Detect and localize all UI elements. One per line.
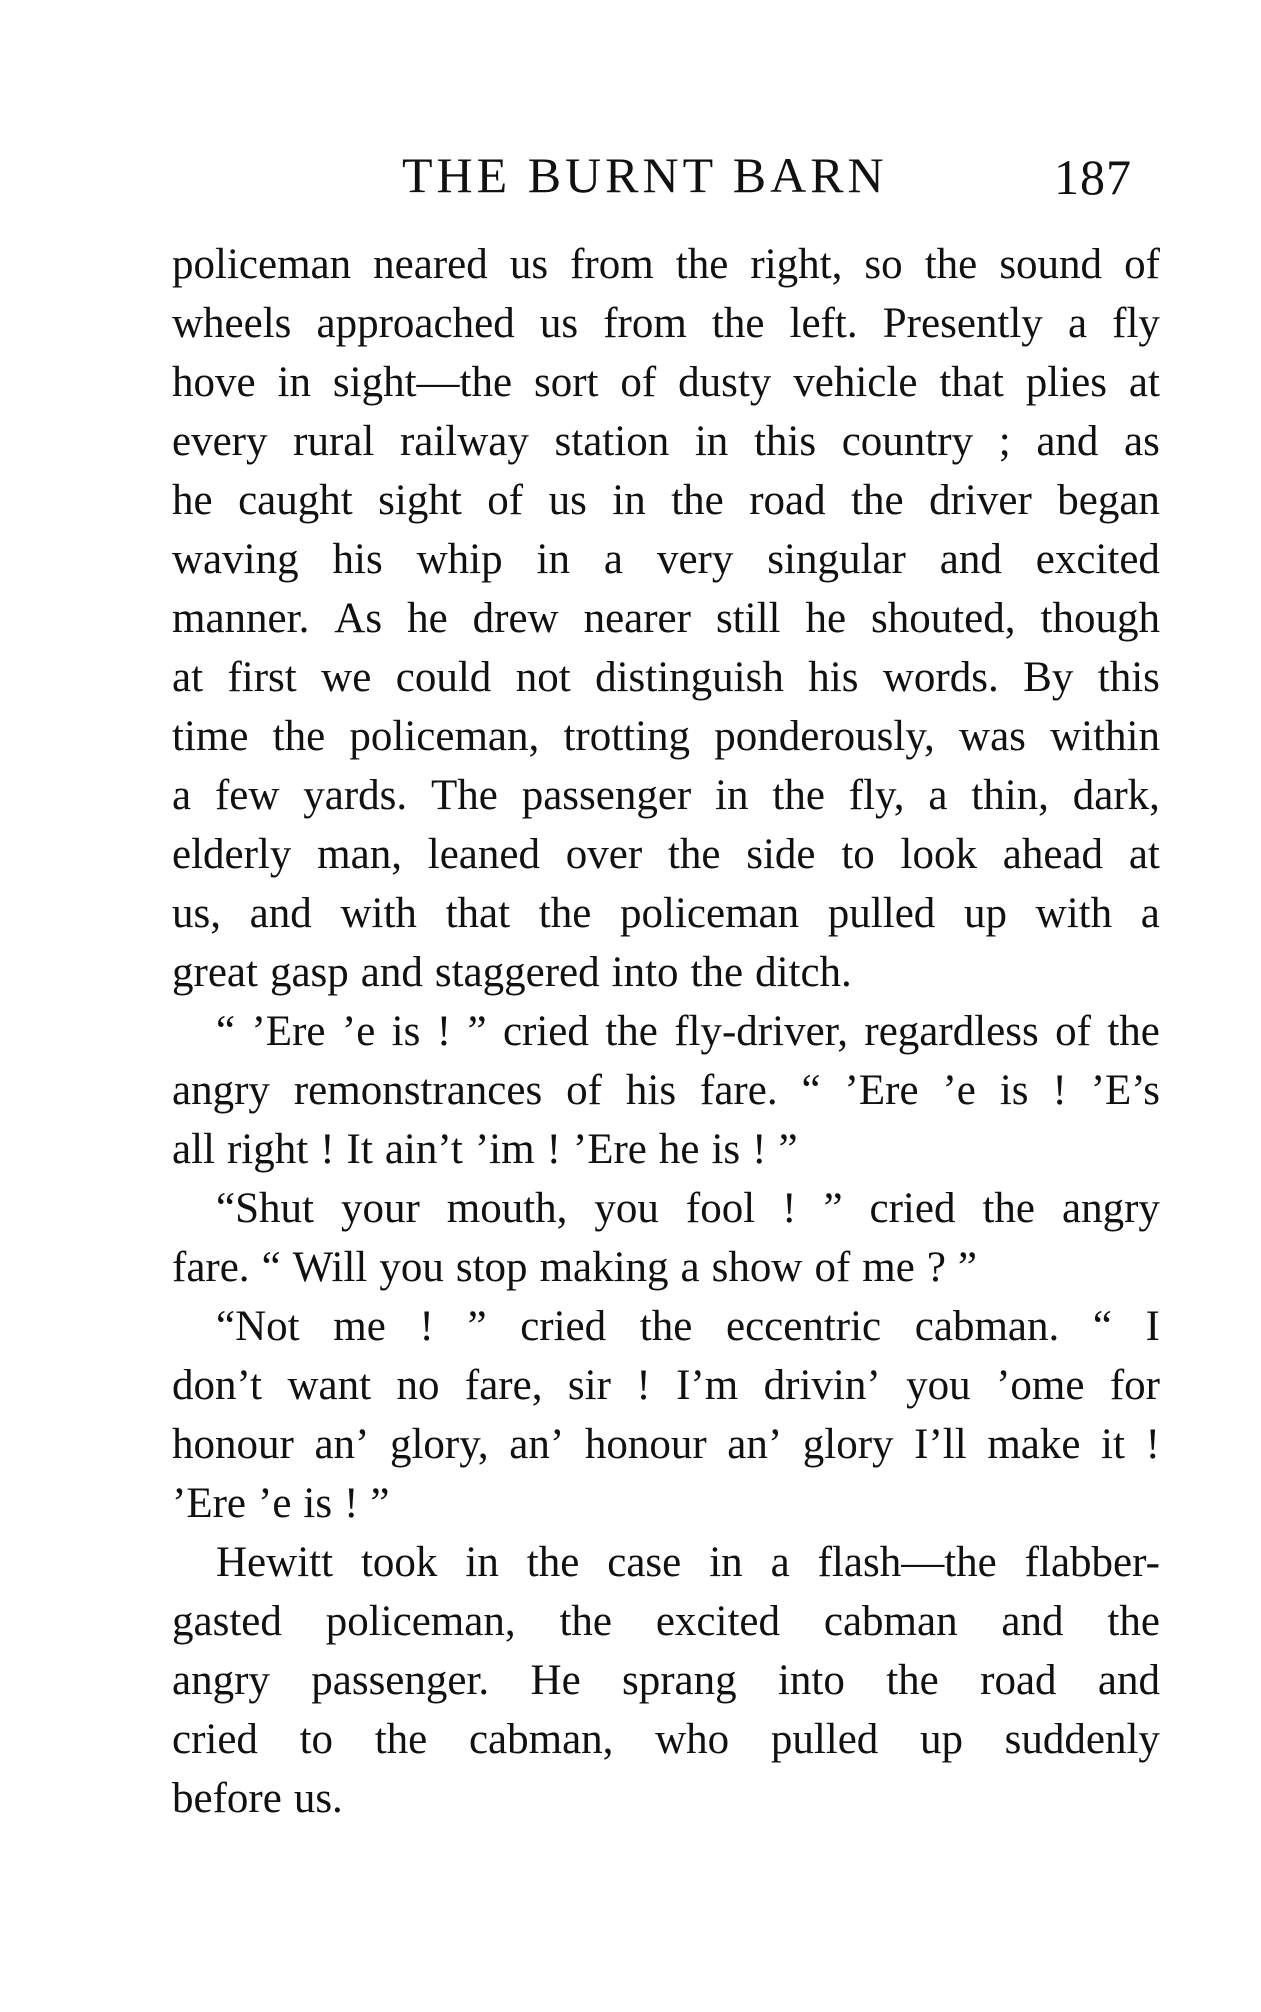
word: is [303, 1480, 333, 1527]
word: Presently [882, 300, 1043, 347]
word: into [611, 949, 679, 996]
text-line [172, 471, 1160, 530]
word: an’ [509, 1421, 565, 1468]
word: time [172, 713, 249, 760]
word: policeman, [325, 1598, 516, 1645]
word: shouted, [871, 595, 1016, 642]
word: fly, [848, 772, 905, 819]
word: over [565, 831, 643, 878]
text-line [172, 884, 1160, 943]
word: cabman. [914, 1303, 1060, 1350]
word: “Shut [216, 1185, 314, 1232]
word: Hewitt [216, 1539, 334, 1586]
word: wheels [172, 300, 292, 347]
text-line [172, 412, 1160, 471]
word: I’m [676, 1362, 739, 1409]
word: gasted [172, 1598, 282, 1645]
text-line [172, 294, 1160, 353]
word: the [538, 890, 592, 937]
word: cried [869, 1185, 956, 1232]
word: ’e [942, 1067, 976, 1114]
word: sound [999, 241, 1103, 288]
word: honour [172, 1421, 294, 1468]
word: still [715, 595, 781, 642]
word: man, [317, 831, 402, 878]
word: case [607, 1539, 682, 1586]
word: ! [436, 1008, 452, 1055]
word: glory [802, 1421, 894, 1468]
word: within [1050, 713, 1160, 760]
word: ’Ere [172, 1480, 246, 1527]
word: It [346, 1126, 373, 1173]
word: railway [399, 418, 529, 465]
word: the [1107, 1008, 1160, 1055]
word: station [554, 418, 670, 465]
word: elderly [172, 831, 292, 878]
word: at [172, 654, 204, 701]
word: ” [467, 1303, 487, 1350]
word: road [749, 477, 826, 524]
word: Will [292, 1244, 368, 1291]
word: the [711, 300, 765, 347]
text-line [172, 1592, 1160, 1651]
text-line [172, 1061, 1160, 1120]
word: though [1040, 595, 1160, 642]
word: trotting [563, 713, 691, 760]
word: from [603, 300, 687, 347]
word: left. [789, 300, 858, 347]
word: pulled [827, 890, 936, 937]
word: ? [926, 1244, 946, 1291]
word: sprang [622, 1657, 737, 1704]
word: the [667, 831, 721, 878]
word: plies [1025, 359, 1107, 406]
text-line [172, 1002, 1160, 1061]
word: a [928, 772, 948, 819]
word: as [1124, 418, 1160, 465]
text-line [172, 1415, 1160, 1474]
word: and [360, 949, 423, 996]
word: ! [419, 1303, 434, 1350]
word: drew [472, 595, 559, 642]
word: ponderously, [714, 713, 935, 760]
word: show [711, 1244, 803, 1291]
word: your [340, 1185, 420, 1232]
text-line [172, 648, 1160, 707]
word: hove [172, 359, 256, 406]
word: the [982, 1185, 1035, 1232]
word: into [777, 1657, 845, 1704]
word: in [694, 418, 729, 465]
word: the [559, 1598, 612, 1645]
word: for [1109, 1362, 1160, 1409]
word: is [711, 1126, 741, 1173]
word: “ [216, 1008, 236, 1055]
word: ! [1145, 1421, 1160, 1468]
word: the [690, 949, 744, 996]
word: an’ [314, 1421, 370, 1468]
word: sight [378, 477, 462, 524]
word: cabman [823, 1598, 958, 1645]
word: and [1097, 1657, 1160, 1704]
word: dark, [1072, 772, 1160, 819]
word: don’t [172, 1362, 262, 1409]
word: we [321, 654, 372, 701]
word: you [379, 1244, 444, 1291]
word: us [539, 300, 579, 347]
word: he [172, 477, 213, 524]
word: is [999, 1067, 1029, 1114]
word: very [656, 536, 734, 583]
word: policeman [620, 890, 800, 937]
text-line [172, 589, 1160, 648]
word: fare, [464, 1362, 543, 1409]
word: fly [1112, 300, 1160, 347]
word: could [395, 654, 492, 701]
word: the [675, 241, 729, 288]
word: ! [546, 1126, 561, 1173]
word: us. [293, 1775, 343, 1822]
word: the [374, 1716, 428, 1763]
word: leaned [427, 831, 540, 878]
word: was [959, 713, 1026, 760]
word: all [172, 1126, 215, 1173]
word: ! [636, 1362, 651, 1409]
word: a [1067, 300, 1088, 347]
word: the [772, 772, 825, 819]
word: The [430, 772, 498, 819]
word: of [620, 359, 657, 406]
word: you [594, 1185, 659, 1232]
word: ’im [474, 1126, 535, 1173]
word: passenger [521, 772, 692, 819]
word: us, [172, 890, 221, 937]
word: driver [929, 477, 1032, 524]
word: waving [172, 536, 299, 583]
word: ” [778, 1126, 798, 1173]
word: not [515, 654, 571, 701]
word: flabber- [1024, 1539, 1160, 1586]
word: I’ll [914, 1421, 967, 1468]
word: is [391, 1008, 421, 1055]
word: “Not [216, 1303, 300, 1350]
word: rural [293, 418, 375, 465]
word: ain’t [384, 1126, 463, 1173]
word: me [862, 1244, 915, 1291]
word: us [548, 477, 587, 524]
word: and [249, 890, 312, 937]
word: a [603, 536, 624, 583]
word: the [639, 1303, 693, 1350]
word: ’e [341, 1008, 376, 1055]
word: he [658, 1126, 700, 1173]
word: that [445, 890, 511, 937]
word: his [808, 654, 859, 701]
word: ’Ere [844, 1067, 919, 1114]
word: and [939, 536, 1002, 583]
word: first [227, 654, 297, 701]
word: at [1128, 831, 1160, 878]
word: angry [1061, 1185, 1160, 1232]
text-line [172, 530, 1160, 589]
word: with [1035, 890, 1113, 937]
word: to [841, 831, 875, 878]
word: “ [1092, 1303, 1112, 1350]
word: By [1023, 654, 1074, 701]
word: ! [320, 1126, 335, 1173]
word: sight—the [332, 359, 513, 406]
word: ! [1052, 1067, 1067, 1114]
word: “ [261, 1244, 281, 1291]
word: cried [502, 1008, 589, 1055]
word: ’Ere [251, 1008, 326, 1055]
word: ! [752, 1126, 767, 1173]
word: remonstrances [293, 1067, 543, 1114]
word: regardless [864, 1008, 1039, 1055]
word: yards. [303, 772, 408, 819]
word: fare. [172, 1244, 250, 1291]
word: this [1097, 654, 1160, 701]
word: suddenly [1004, 1716, 1160, 1763]
word: excited [1035, 536, 1160, 583]
word: in [612, 477, 646, 524]
word: of [814, 1244, 851, 1291]
text-line [172, 1120, 1160, 1179]
text-line [172, 1710, 1160, 1769]
word: side [746, 831, 816, 878]
word: ’E’s [1090, 1067, 1160, 1114]
word: us [509, 241, 549, 288]
word: up [919, 1716, 963, 1763]
word: up [963, 890, 1007, 937]
word: ; [998, 418, 1011, 465]
word: words. [882, 654, 999, 701]
page-number: 187 [1054, 149, 1132, 205]
word: great [172, 949, 258, 996]
word: fare. [700, 1067, 778, 1114]
word: the [671, 477, 724, 524]
word: it [1101, 1421, 1125, 1468]
word: distinguish [595, 654, 784, 701]
word: of [1124, 241, 1160, 288]
word: a [680, 1244, 700, 1291]
word: stop [455, 1244, 528, 1291]
word: sort [533, 359, 599, 406]
word: policeman, [349, 713, 540, 760]
word: fool [685, 1185, 756, 1232]
word: before [172, 1775, 282, 1822]
text-line [172, 1474, 1160, 1533]
text-line [172, 353, 1160, 412]
text-line [172, 235, 1160, 294]
word: this [753, 418, 817, 465]
word: neared [373, 241, 488, 288]
word: gasp [269, 949, 349, 996]
word: the [272, 713, 326, 760]
text-line [172, 1238, 1160, 1297]
word: at [1128, 359, 1160, 406]
word: ” [370, 1480, 390, 1527]
running-head [0, 145, 1261, 205]
word: approached [316, 300, 515, 347]
word: who [655, 1716, 730, 1763]
text-line [172, 1297, 1160, 1356]
word: that [939, 359, 1004, 406]
word: in [536, 536, 570, 583]
word: ’Ere [572, 1126, 647, 1173]
word: As [334, 595, 383, 642]
word: from [570, 241, 654, 288]
word: ! [344, 1480, 359, 1527]
word: ’e [258, 1480, 292, 1527]
word: and [1001, 1598, 1064, 1645]
word: he [407, 595, 448, 642]
word: you [906, 1362, 971, 1409]
word: mouth, [446, 1185, 568, 1232]
word: few [214, 772, 280, 819]
word: ditch. [755, 949, 852, 996]
word: every [172, 418, 268, 465]
word: pulled [770, 1716, 879, 1763]
word: flash—the [817, 1539, 997, 1586]
word: making [539, 1244, 669, 1291]
word: excited [655, 1598, 780, 1645]
word: vehicle [793, 359, 918, 406]
word: cabman, [468, 1716, 614, 1763]
text-line [172, 1651, 1160, 1710]
word: drivin’ [763, 1362, 881, 1409]
text-line [172, 707, 1160, 766]
word: a [770, 1539, 790, 1586]
word: the [1107, 1598, 1160, 1645]
word: passenger. [311, 1657, 490, 1704]
word: “ [801, 1067, 821, 1114]
word: country [841, 418, 974, 465]
word: whip [416, 536, 503, 583]
word: right, [750, 241, 843, 288]
word: took [360, 1539, 438, 1586]
word: angry [172, 1657, 270, 1704]
word: ! [782, 1185, 797, 1232]
word: of [566, 1067, 602, 1114]
word: in [715, 772, 749, 819]
running-title: THE BURNT BARN [402, 147, 888, 203]
word: right [226, 1126, 309, 1173]
word: a [1140, 890, 1160, 937]
word: cried [172, 1716, 258, 1763]
word: angry [172, 1067, 270, 1114]
word: me [333, 1303, 386, 1350]
word: no [396, 1362, 440, 1409]
word: manner. [172, 595, 310, 642]
word: look [900, 831, 977, 878]
word: ” [957, 1244, 977, 1291]
word: cried [520, 1303, 607, 1350]
word: the [924, 241, 978, 288]
text-line [172, 766, 1160, 825]
text-line [172, 825, 1160, 884]
body-text [172, 235, 1160, 1828]
word: honour [584, 1421, 707, 1468]
word: thin, [971, 772, 1049, 819]
text-line [172, 1769, 1160, 1828]
word: fly-driver, [674, 1008, 849, 1055]
word: He [530, 1657, 581, 1704]
text-line [172, 1533, 1160, 1592]
text-line [172, 1356, 1160, 1415]
word: the [605, 1008, 658, 1055]
word: ahead [1002, 831, 1104, 878]
word: in [465, 1539, 499, 1586]
word: and [1036, 418, 1099, 465]
word: his [332, 536, 383, 583]
text-line [172, 1179, 1160, 1238]
word: the [851, 477, 904, 524]
word: of [487, 477, 524, 524]
word: dusty [678, 359, 772, 406]
word: ’ome [996, 1362, 1085, 1409]
word: road [980, 1657, 1057, 1704]
word: in [709, 1539, 743, 1586]
word: sir [567, 1362, 611, 1409]
word: to [299, 1716, 334, 1763]
word: singular [767, 536, 906, 583]
word: staggered [434, 949, 600, 996]
word: with [340, 890, 417, 937]
word: a [172, 772, 192, 819]
text-line [172, 943, 1160, 1002]
word: an’ [727, 1421, 783, 1468]
word: I [1145, 1303, 1160, 1350]
word: in [277, 359, 311, 406]
word: began [1057, 477, 1160, 524]
word: want [287, 1362, 372, 1409]
word: he [805, 595, 847, 642]
word: the [526, 1539, 580, 1586]
word: ” [823, 1185, 843, 1232]
word: policeman [172, 241, 352, 288]
word: make [987, 1421, 1081, 1468]
word: eccentric [725, 1303, 882, 1350]
word: glory, [389, 1421, 489, 1468]
word: his [625, 1067, 677, 1114]
word: of [1055, 1008, 1091, 1055]
word: ” [467, 1008, 487, 1055]
word: caught [238, 477, 353, 524]
word: so [864, 241, 903, 288]
word: nearer [583, 595, 691, 642]
word: the [886, 1657, 939, 1704]
